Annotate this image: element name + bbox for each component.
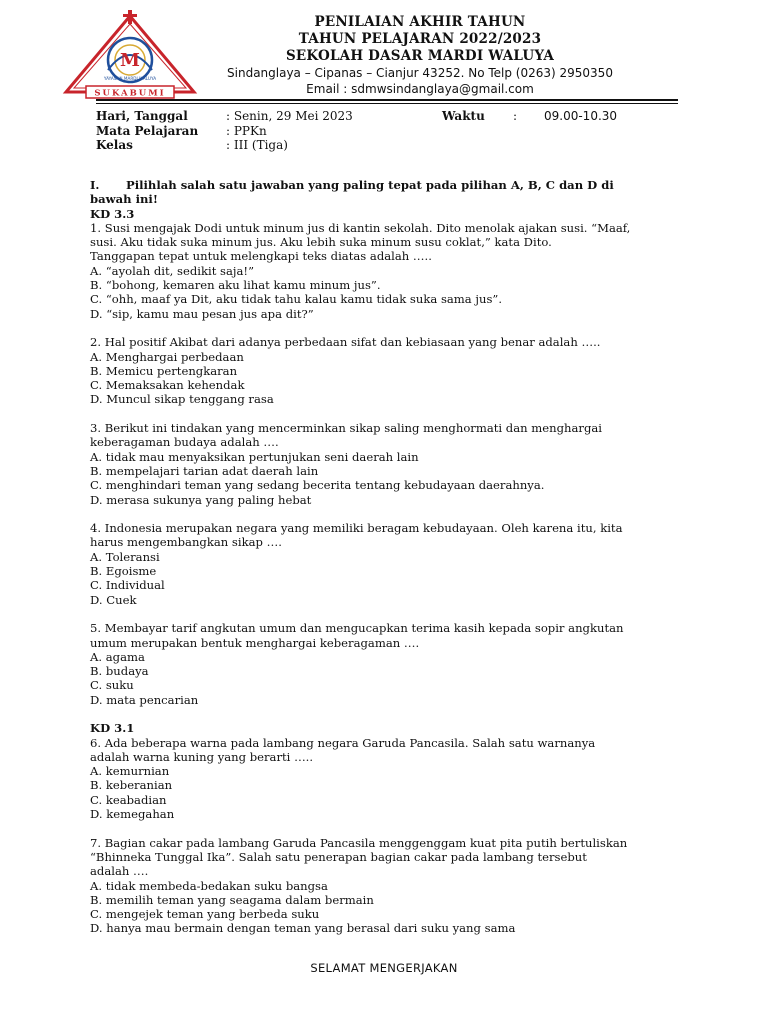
logo-ring-text: YAYASAN MARDI WALUYA — [103, 76, 157, 81]
answer-option-c: C. Memaksakan kehendak — [90, 378, 245, 393]
answer-option-b: B. Egoisme — [90, 564, 157, 579]
answer-option-d: D. kemegahan — [90, 807, 175, 822]
subject-value: : PPKn — [226, 123, 267, 138]
section-instruction — [90, 178, 676, 192]
question-text-line: 3. Berikut ini tindakan yang mencerminkan sikap saling menghormati dan menghargai — [90, 421, 602, 436]
question-text-line: 6. Ada beberapa warna pada lambang negara Garuda Pancasila. Salah satu warnanya — [90, 735, 596, 750]
exam-title: PENILAIAN AKHIR TAHUN — [314, 14, 526, 30]
kd-heading-a: KD 3.3 — [90, 206, 135, 221]
school-logo — [60, 10, 200, 100]
answer-option-b: B. budaya — [90, 664, 149, 679]
answer-option-d: D. Muncul sikap tenggang rasa — [90, 392, 274, 407]
question-text-line: 4. Indonesia merupakan negara yang memiliki beragam kebudayaan. Oleh karena itu, kita — [90, 521, 623, 536]
answer-option-b: B. “bohong, kemaren aku lihat kamu minum jus”. — [90, 278, 381, 293]
answer-option-d: D. “sip, kamu mau pesan jus apa dit?” — [90, 306, 314, 321]
school-address: Sindanglaya – Cipanas – Cianjur 43252. No Telp (0263) 2950350 — [227, 66, 613, 80]
question-text-line: Tanggapan tepat untuk melengkapi teks diatas adalah ….. — [90, 249, 432, 264]
question-text-line: 5. Membayar tarif angkutan umum dan mengucapkan terima kasih kepada sopir angkutan — [90, 621, 624, 636]
answer-option-b: B. Memicu pertengkaran — [90, 363, 238, 378]
school-name: SEKOLAH DASAR MARDI WALUYA — [285, 48, 555, 64]
answer-option-a: A. “ayolah dit, sedikit saja!” — [90, 263, 255, 278]
answer-option-b: B. mempelajari tarian adat daerah lain — [90, 463, 319, 478]
subject-label: Mata Pelajaran — [96, 123, 199, 138]
logo-banner-text: SUKABUMI — [94, 88, 166, 99]
answer-option-a: A. Toleransi — [90, 549, 160, 564]
school-email: Email : sdmwsindanglaya@gmail.com — [306, 82, 534, 96]
question-7 — [90, 836, 676, 936]
question-text-line: susi. Aku tidak suka minum jus. Aku lebih suka minum susu coklat,” kata Dito. — [90, 235, 552, 250]
time-colon: : — [513, 109, 518, 123]
answer-option-c: C. suku — [90, 678, 134, 693]
answer-option-c: C. menghindari teman yang sedang becerita tentang kebudayaan daerahnya. — [90, 478, 545, 493]
question-4 — [90, 521, 676, 607]
question-text-line: keberagaman budaya adalah …. — [90, 435, 279, 450]
question-text-line: 1. Susi mengajak Dodi untuk minum jus di kantin sekolah. Dito menolak ajakan susi. “Maaf, — [90, 220, 631, 235]
time-value: 09.00-10.30 — [544, 109, 618, 123]
school-header — [205, 14, 635, 97]
day-value: : Senin, 29 Mei 2023 — [226, 109, 353, 123]
question-6 — [90, 736, 676, 822]
kd-heading-b: KD 3.1 — [90, 721, 135, 736]
answer-option-c: C. Individual — [90, 578, 165, 593]
academic-year: TAHUN PELAJARAN 2022/2023 — [298, 31, 542, 47]
answer-option-d: D. mata pencarian — [90, 692, 199, 707]
day-label: Hari, Tanggal — [96, 109, 188, 123]
answer-option-a: A. agama — [90, 649, 145, 664]
class-value: : III (Tiga) — [226, 138, 288, 152]
question-text-line: 2. Hal positif Akibat dari adanya perbedaan sifat dan kebiasaan yang benar adalah ….. — [90, 335, 601, 350]
section-number: I. — [90, 178, 100, 192]
answer-option-d: D. Cuek — [90, 592, 137, 607]
question-text-line: adalah warna kuning yang berarti ….. — [90, 749, 314, 764]
question-text-line: adalah …. — [90, 864, 149, 879]
answer-option-c: C. mengejek teman yang berbeda suku — [90, 907, 320, 922]
question-3 — [90, 421, 676, 507]
instruction-line-1: Pilihlah salah satu jawaban yang paling tepat pada pilihan A, B, C dan D di — [126, 178, 614, 192]
logo-emblem-letter: M — [120, 50, 140, 71]
exam-content — [90, 178, 676, 936]
answer-option-d: D. merasa sukunya yang paling hebat — [90, 492, 312, 507]
answer-option-a: A. kemurnian — [90, 764, 170, 779]
closing-message: SELAMAT MENGERJAKAN — [310, 961, 458, 975]
answer-option-b: B. memilih teman yang seagama dalam bermain — [90, 892, 374, 907]
class-label: Kelas — [96, 138, 133, 152]
instruction-line-2: bawah ini! — [90, 192, 158, 207]
question-1 — [90, 221, 676, 321]
answer-option-a: A. tidak membeda-bedakan suku bangsa — [90, 878, 328, 893]
question-text-line: harus mengembangkan sikap …. — [90, 535, 282, 550]
answer-option-b: B. keberanian — [90, 778, 173, 793]
answer-option-c: C. “ohh, maaf ya Dit, aku tidak tahu kalau kamu tidak suka sama jus”. — [90, 292, 503, 307]
question-text-line: “Bhinneka Tunggal Ika”. Salah satu penerapan bagian cakar pada lambang tersebut — [90, 849, 587, 864]
header-divider-thick — [96, 99, 678, 101]
answer-option-a: A. tidak mau menyaksikan pertunjukan seni daerah lain — [90, 449, 419, 464]
question-text-line: umum merupakan bentuk menghargai keberagaman …. — [90, 635, 420, 650]
header-divider-thin — [96, 103, 678, 104]
answer-option-d: D. hanya mau bermain dengan teman yang berasal dari suku yang sama — [90, 921, 516, 936]
question-text-line: 7. Bagian cakar pada lambang Garuda Pancasila menggenggam kuat pita putih bertuliskan — [90, 835, 628, 850]
question-5 — [90, 621, 676, 707]
answer-option-a: A. Menghargai perbedaan — [90, 349, 244, 364]
answer-option-c: C. keabadian — [90, 792, 167, 807]
time-label: Waktu — [442, 109, 485, 123]
question-2 — [90, 335, 676, 406]
